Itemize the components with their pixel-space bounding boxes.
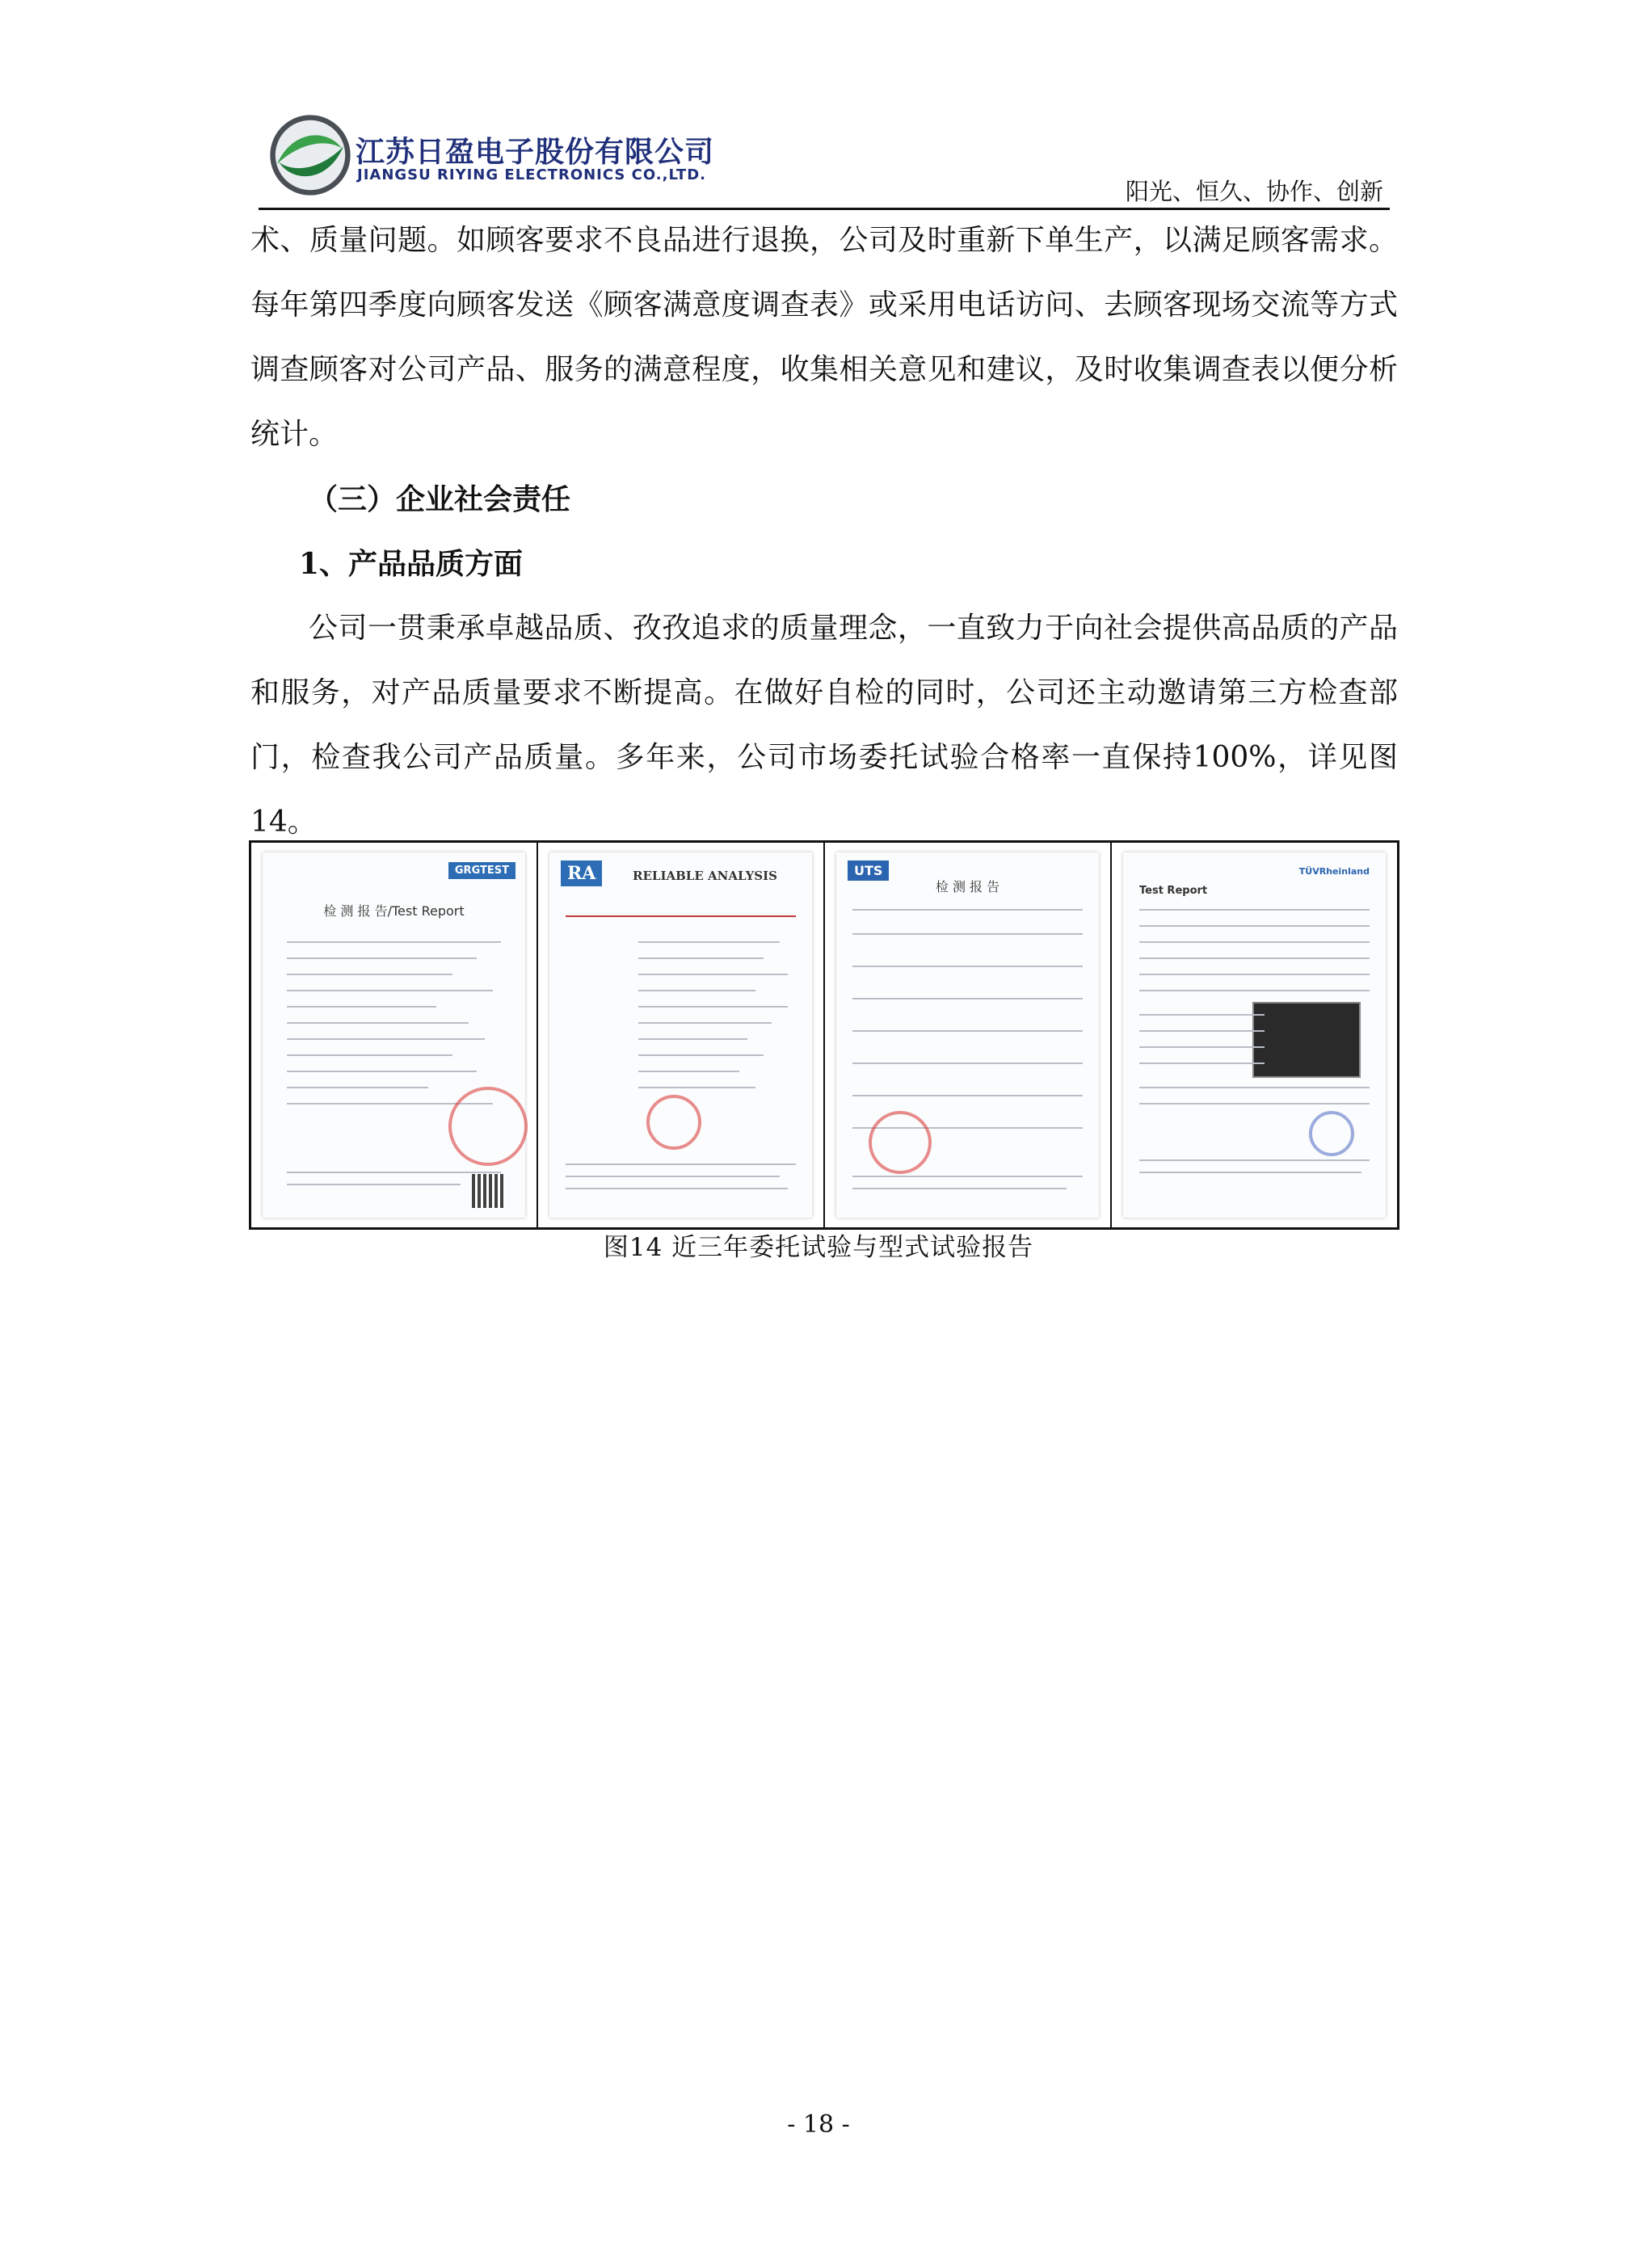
paragraph-product-quality: 公司一贯秉承卓越品质、孜孜追求的质量理念，一直致力于向社会提供高品质的产品和服务，对产品质量要求不断提高。在做好自检的同时，公司还主动邀请第三方检查部门，检查我公司产品质量。多年来，公司市场委托试验合格率一直保持100%，详见图14。 — [250, 612, 1398, 839]
qr-code-icon — [472, 1174, 506, 1208]
report-title: Test Report — [1139, 885, 1208, 897]
report-badge: TÜVRheinland — [1298, 866, 1370, 877]
company-logo-icon — [267, 112, 354, 199]
company-name-cn: 江苏日盈电子股份有限公司 — [356, 136, 715, 169]
body-text — [250, 208, 1398, 855]
figure-caption: 图14 近三年委托试验与型式试验报告 — [603, 1233, 1034, 1262]
report-document — [836, 852, 1099, 1218]
company-slogan: 阳光、恒久、协作、创新 — [1125, 178, 1383, 205]
report-title: 检 测 报 告 — [935, 879, 1000, 894]
report-document — [549, 852, 812, 1218]
paragraph-customer-feedback: 术、质量问题。如顾客要求不良品进行退换，公司及时重新下单生产，以满足顾客需求。每年第四季度向顾客发送《顾客满意度调查表》或采用电话访问、去顾客现场交流等方式调查顾客对公司产品、服务的满意程度，收集相关意见和建议，及时收集调查表以便分析统计。 — [250, 224, 1398, 451]
test-report-figure — [249, 840, 1399, 1230]
page-header — [259, 105, 1390, 210]
report-panel-reliable-analysis — [538, 843, 825, 1227]
report-panel-grgtest — [251, 843, 538, 1227]
report-title: 检 测 报 告/Test Report — [323, 903, 465, 919]
report-document — [263, 852, 525, 1218]
report-badge: GRGTEST — [448, 862, 516, 879]
subsection-heading: 1、产品品质方面 — [299, 547, 524, 581]
red-seal-icon — [869, 1111, 932, 1174]
section-heading: （三）企业社会责任 — [309, 482, 571, 516]
report-title: RELIABLE ANALYSIS — [633, 869, 777, 883]
page-number: - 18 - — [787, 2110, 850, 2139]
blue-seal-icon — [1309, 1111, 1354, 1156]
company-name-en: JIANGSU RIYING ELECTRONICS CO.,LTD. — [357, 166, 706, 183]
sample-photo — [1252, 1002, 1361, 1078]
report-badge: UTS — [848, 860, 889, 881]
report-panel-uts — [825, 843, 1112, 1227]
report-document — [1123, 852, 1386, 1218]
red-seal-icon — [448, 1087, 528, 1166]
report-badge: RA — [561, 860, 602, 886]
red-seal-icon — [646, 1095, 701, 1150]
report-panel-tuv — [1112, 843, 1397, 1227]
